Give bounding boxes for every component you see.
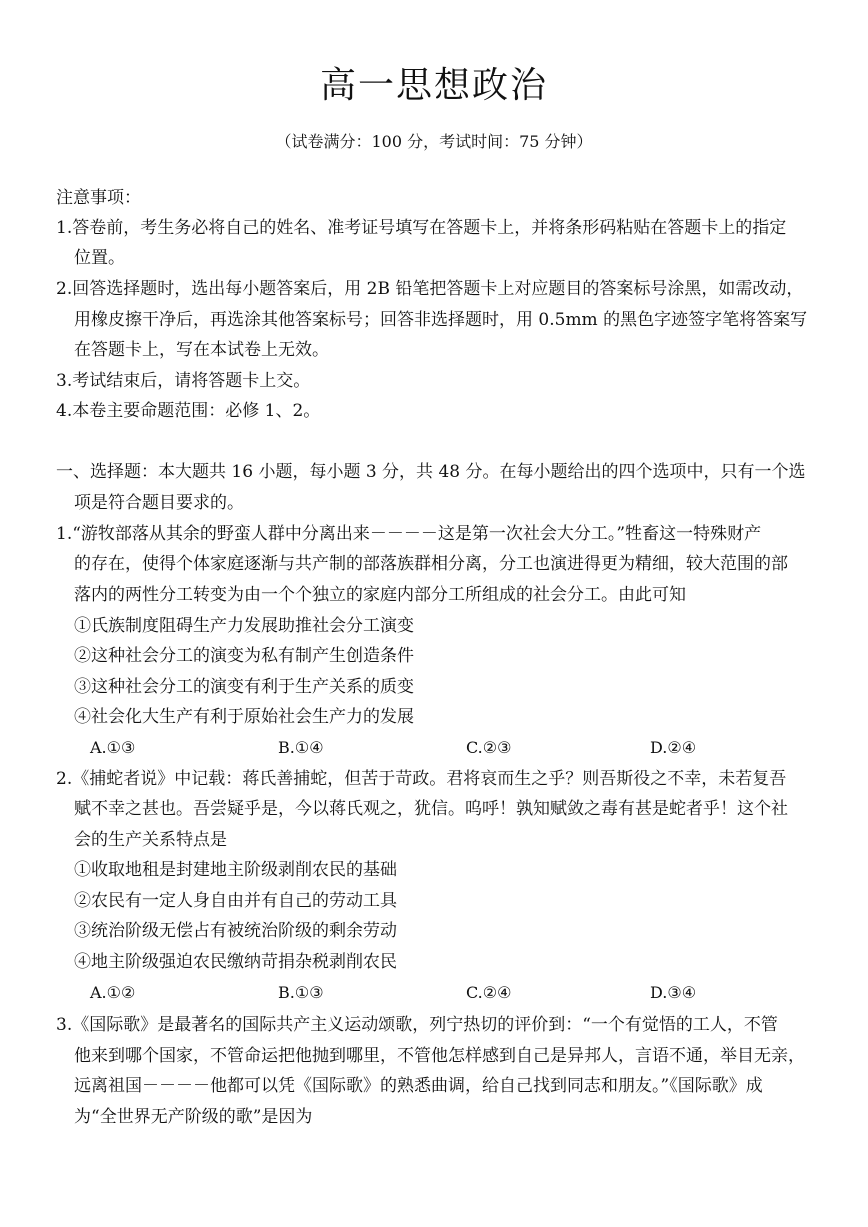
exam-subtitle: （试卷满分：100 分，考试时间：75 分钟） xyxy=(275,132,593,151)
notice-item-2-line-1: 2.回答选择题时，选出每小题答案后，用 2B 铅笔把答题卡上对应题目的答案标号涂黑，如需改动， xyxy=(56,279,804,299)
q1-option-c: C.②③ xyxy=(466,738,512,757)
q2-statement-3: ③统治阶级无偿占有被统治阶级的剩余劳动 xyxy=(74,921,397,941)
q3-stem-line-4: 为“全世界无产阶级的歌”是因为 xyxy=(74,1107,313,1127)
notice-item-1-line-1: 1.答卷前，考生务必将自己的姓名、准考证号填写在答题卡上，并将条形码粘贴在答题卡上的指定 xyxy=(56,218,787,238)
q2-option-c: C.②④ xyxy=(466,983,512,1002)
q2-option-b: B.①③ xyxy=(278,983,324,1002)
q1-stem-line-2: 的存在，使得个体家庭逐渐与共产制的部落族群相分离，分工也演进得更为精细，较大范围的部 xyxy=(74,554,788,574)
notice-item-2-line-2: 用橡皮擦干净后，再选涂其他答案标号；回答非选择题时，用 0.5mm 的黑色字迹签字笔将答案写 xyxy=(74,310,808,330)
q2-option-d: D.③④ xyxy=(650,983,697,1002)
q2-statement-4: ④地主阶级强迫农民缴纳苛捐杂税剥削农民 xyxy=(74,952,397,972)
q2-stem-line-3: 会的生产关系特点是 xyxy=(74,830,227,850)
section-heading-line-2: 项是符合题目要求的。 xyxy=(74,493,244,513)
q1-option-a: A.①③ xyxy=(90,738,136,757)
q1-statement-2: ②这种社会分工的演变为私有制产生创造条件 xyxy=(74,646,414,666)
q1-stem-line-1: 1.“游牧部落从其余的野蛮人群中分离出来－－－－这是第一次社会大分工。”牲畜这一特殊财产 xyxy=(56,524,762,544)
q2-statement-2: ②农民有一定人身自由并有自己的劳动工具 xyxy=(74,891,397,911)
section-heading-line-1: 一、选择题：本大题共 16 小题，每小题 3 分，共 48 分。在每小题给出的四个选项中，只有一个选 xyxy=(56,462,806,482)
q3-stem-line-3: 远离祖国－－－－他都可以凭《国际歌》的熟悉曲调，给自己找到同志和朋友。”《国际歌》成 xyxy=(74,1076,763,1096)
q1-options xyxy=(0,733,868,763)
exam-title: 高一思想政治 xyxy=(319,65,548,106)
q1-statement-4: ④社会化大生产有利于原始社会生产力的发展 xyxy=(74,707,414,727)
q3-stem-line-1: 3.《国际歌》是最著名的国际共产主义运动颂歌，列宁热切的评价到：“一个有觉悟的工人，不管 xyxy=(56,1015,778,1035)
q2-option-a: A.①② xyxy=(90,983,136,1002)
q1-stem-line-3: 落内的两性分工转变为由一个个独立的家庭内部分工所组成的社会分工。由此可知 xyxy=(74,585,686,605)
notice-item-3: 3.考试结束后，请将答题卡上交。 xyxy=(56,371,311,391)
notice-heading: 注意事项： xyxy=(56,188,141,208)
notice-item-2-line-3: 在答题卡上，写在本试卷上无效。 xyxy=(74,340,329,360)
q3-stem-line-2: 他来到哪个国家，不管命运把他抛到哪里，不管他怎样感到自己是异邦人，言语不通，举目无亲， xyxy=(74,1046,805,1066)
notice-item-4: 4.本卷主要命题范围：必修 1、2。 xyxy=(56,401,321,421)
q2-options xyxy=(0,978,868,1008)
q1-statement-3: ③这种社会分工的演变有利于生产关系的质变 xyxy=(74,677,414,697)
q2-statement-1: ①收取地租是封建地主阶级剥削农民的基础 xyxy=(74,860,397,880)
notice-item-1-line-2: 位置。 xyxy=(74,248,125,268)
q1-statement-1: ①氏族制度阻碍生产力发展助推社会分工演变 xyxy=(74,616,414,636)
q2-stem-line-2: 赋不幸之甚也。吾尝疑乎是，今以蒋氏观之，犹信。呜呼！孰知赋敛之毒有甚是蛇者乎！这个社 xyxy=(74,799,788,819)
q1-option-b: B.①④ xyxy=(278,738,324,757)
q2-stem-line-1: 2.《捕蛇者说》中记载：蒋氏善捕蛇，但苦于苛政。君将哀而生之乎？则吾斯役之不幸，未若复吾 xyxy=(56,769,787,789)
q1-option-d: D.②④ xyxy=(650,738,697,757)
